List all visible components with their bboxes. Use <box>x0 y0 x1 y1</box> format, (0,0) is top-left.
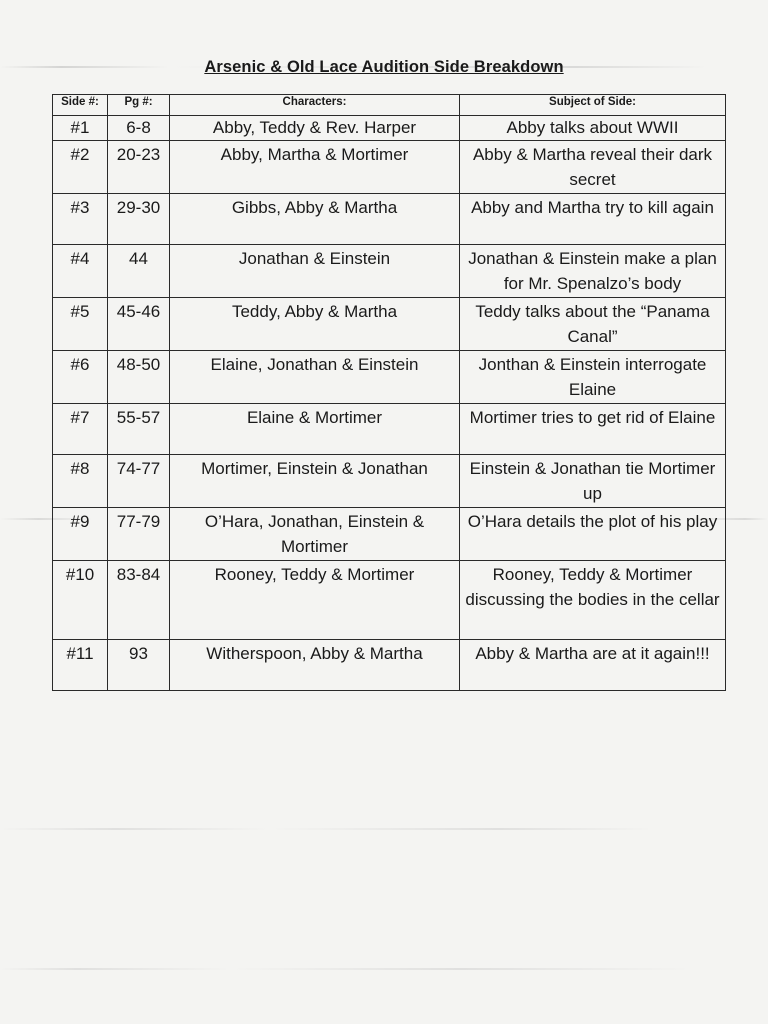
subject: Abby & Martha reveal their dark secret <box>460 141 726 194</box>
table-row <box>53 141 726 194</box>
page-range: 83-84 <box>108 561 170 640</box>
table-row <box>53 640 726 691</box>
characters: Gibbs, Abby & Martha <box>170 194 460 245</box>
table-row <box>53 404 726 455</box>
page-range: 6-8 <box>108 116 170 141</box>
audition-sides-table <box>52 94 726 691</box>
page-range: 55-57 <box>108 404 170 455</box>
table-row <box>53 351 726 404</box>
subject: Einstein & Jonathan tie Mortimer up <box>460 455 726 508</box>
characters: Elaine, Jonathan & Einstein <box>170 351 460 404</box>
header-subject: Subject of Side: <box>460 95 726 116</box>
subject: Rooney, Teddy & Mortimer discussing the bodies in the cellar <box>460 561 726 640</box>
subject: Abby and Martha try to kill again <box>460 194 726 245</box>
page-range: 93 <box>108 640 170 691</box>
side-number: #3 <box>53 194 108 245</box>
side-number: #6 <box>53 351 108 404</box>
side-number: #9 <box>53 508 108 561</box>
page-range: 45-46 <box>108 298 170 351</box>
characters: Abby, Martha & Mortimer <box>170 141 460 194</box>
scan-noise-line <box>0 968 768 970</box>
table-row <box>53 194 726 245</box>
characters: Abby, Teddy & Rev. Harper <box>170 116 460 141</box>
subject: O’Hara details the plot of his play <box>460 508 726 561</box>
table-row <box>53 116 726 141</box>
side-number: #5 <box>53 298 108 351</box>
side-number: #1 <box>53 116 108 141</box>
header-characters: Characters: <box>170 95 460 116</box>
table-row <box>53 455 726 508</box>
page-range: 77-79 <box>108 508 170 561</box>
header-page: Pg #: <box>108 95 170 116</box>
side-number: #10 <box>53 561 108 640</box>
page-range: 74-77 <box>108 455 170 508</box>
subject: Jonthan & Einstein interrogate Elaine <box>460 351 726 404</box>
characters: Elaine & Mortimer <box>170 404 460 455</box>
header-side: Side #: <box>53 95 108 116</box>
subject: Abby talks about WWII <box>460 116 726 141</box>
side-number: #4 <box>53 245 108 298</box>
characters: Rooney, Teddy & Mortimer <box>170 561 460 640</box>
characters: Mortimer, Einstein & Jonathan <box>170 455 460 508</box>
table-row <box>53 298 726 351</box>
side-number: #7 <box>53 404 108 455</box>
side-number: #2 <box>53 141 108 194</box>
document-title: Arsenic & Old Lace Audition Side Breakdown <box>204 58 564 76</box>
subject: Abby & Martha are at it again!!! <box>460 640 726 691</box>
table-header-row <box>53 95 726 116</box>
characters: O’Hara, Jonathan, Einstein & Mortimer <box>170 508 460 561</box>
scan-noise-line <box>0 828 768 830</box>
characters: Jonathan & Einstein <box>170 245 460 298</box>
table-row <box>53 508 726 561</box>
subject: Jonathan & Einstein make a plan for Mr. Spenalzo’s body <box>460 245 726 298</box>
page-range: 20-23 <box>108 141 170 194</box>
table-row <box>53 561 726 640</box>
side-number: #11 <box>53 640 108 691</box>
subject: Teddy talks about the “Panama Canal” <box>460 298 726 351</box>
page-range: 29-30 <box>108 194 170 245</box>
side-number: #8 <box>53 455 108 508</box>
table-row <box>53 245 726 298</box>
characters: Teddy, Abby & Martha <box>170 298 460 351</box>
subject: Mortimer tries to get rid of Elaine <box>460 404 726 455</box>
page-range: 44 <box>108 245 170 298</box>
characters: Witherspoon, Abby & Martha <box>170 640 460 691</box>
page-range: 48-50 <box>108 351 170 404</box>
